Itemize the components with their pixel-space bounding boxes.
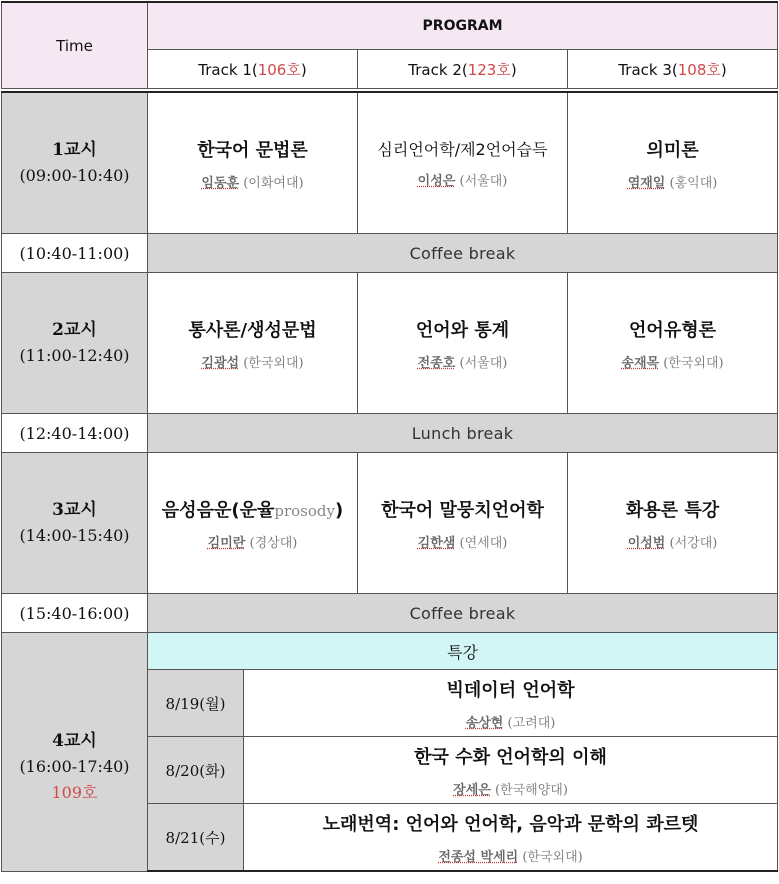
- lecture-date: 8/20(화): [148, 737, 244, 804]
- lecture-date: 8/21(수): [148, 804, 244, 872]
- speaker-name: 송상현: [465, 715, 504, 731]
- session-cell: [358, 92, 568, 234]
- speaker-name: 전종섭 박세리: [438, 849, 519, 865]
- speaker-affiliation: (서울대): [459, 355, 508, 371]
- speaker-name: 이성은: [417, 174, 456, 189]
- break-label: Coffee break: [148, 594, 778, 633]
- period-label: 1교시: [52, 140, 97, 160]
- session-cell: [568, 453, 778, 594]
- lecture-cell: [244, 737, 778, 804]
- track-2-header: Track 2(123호): [358, 50, 568, 89]
- period-2-cell: [2, 273, 148, 414]
- speaker-affiliation: (한국외대): [522, 849, 583, 865]
- lecture-title: 빅데이터 언어학: [446, 679, 575, 701]
- special-lecture-header: 특강: [148, 633, 778, 670]
- speaker-affiliation: (서강대): [669, 535, 718, 551]
- lecture-cell: [244, 670, 778, 737]
- speaker-name: 장세은: [453, 782, 491, 798]
- session-title: 심리언어학/제2언어습득: [377, 140, 548, 159]
- lecture-cell: [244, 804, 778, 872]
- program-header: PROGRAM: [148, 2, 778, 50]
- session-cell: [148, 92, 358, 234]
- session-title: 언어유형론: [629, 319, 716, 341]
- speaker-name: 김광섭: [201, 355, 240, 371]
- break-label: Lunch break: [148, 414, 778, 453]
- speaker-name: 염재일: [627, 175, 666, 191]
- speaker-affiliation: (서울대): [459, 174, 508, 189]
- session-title: 화용론 특강: [625, 499, 720, 521]
- session-title: 통사론/생성문법: [188, 319, 317, 341]
- speaker-name: 이성범: [627, 535, 666, 551]
- speaker-affiliation: (이화여대): [243, 175, 304, 191]
- session-title: 언어와 통계: [415, 319, 510, 341]
- schedule-table: [1, 1, 778, 872]
- period-time: (09:00-10:40): [19, 166, 130, 185]
- period-label: 4교시: [52, 730, 97, 751]
- time-header: Time: [2, 2, 148, 89]
- break-label: Coffee break: [148, 234, 778, 273]
- period-4-cell: [2, 633, 148, 872]
- speaker-name: 임동훈: [201, 175, 240, 191]
- speaker-affiliation: (경상대): [249, 535, 298, 551]
- track-3-header: Track 3(108호): [568, 50, 778, 89]
- speaker-affiliation: (한국해양대): [494, 782, 568, 798]
- speaker-name: 전종호: [417, 355, 456, 371]
- speaker-affiliation: (한국외대): [663, 355, 724, 371]
- speaker-name: 송재목: [621, 355, 660, 371]
- lecture-title: 한국 수화 언어학의 이해: [414, 746, 607, 768]
- session-cell: [148, 453, 358, 594]
- session-cell: [358, 273, 568, 414]
- period-label: 3교시: [52, 500, 97, 520]
- session-title: 의미론: [646, 139, 699, 161]
- session-title: 음성음운(운율prosody): [161, 499, 344, 521]
- session-cell: [568, 92, 778, 234]
- session-cell: [358, 453, 568, 594]
- session-title: 한국어 말뭉치언어학: [381, 499, 544, 521]
- session-cell: [148, 273, 358, 414]
- break-time: (15:40-16:00): [2, 594, 148, 633]
- track-1-header: Track 1(106호): [148, 50, 358, 89]
- period-time: (14:00-15:40): [19, 526, 130, 545]
- lecture-date: 8/19(월): [148, 670, 244, 737]
- speaker-affiliation: (연세대): [459, 535, 508, 551]
- speaker-affiliation: (고려대): [507, 715, 556, 731]
- period-1-cell: [2, 92, 148, 234]
- period-time: (16:00-17:40): [19, 756, 130, 776]
- speaker-name: 김한샘: [417, 535, 456, 551]
- period-label: 2교시: [52, 320, 97, 340]
- speaker-name: 김미란: [207, 535, 246, 551]
- speaker-affiliation: (한국외대): [243, 355, 304, 371]
- session-title: 한국어 문법론: [197, 139, 308, 161]
- speaker-affiliation: (홍익대): [669, 175, 718, 191]
- break-time: (10:40-11:00): [2, 234, 148, 273]
- session-cell: [568, 273, 778, 414]
- period-room: 109호: [51, 782, 98, 802]
- period-time: (11:00-12:40): [19, 346, 130, 365]
- period-3-cell: [2, 453, 148, 594]
- break-time: (12:40-14:00): [2, 414, 148, 453]
- lecture-title: 노래번역: 언어와 언어학, 음악과 문학의 콰르텟: [322, 813, 699, 835]
